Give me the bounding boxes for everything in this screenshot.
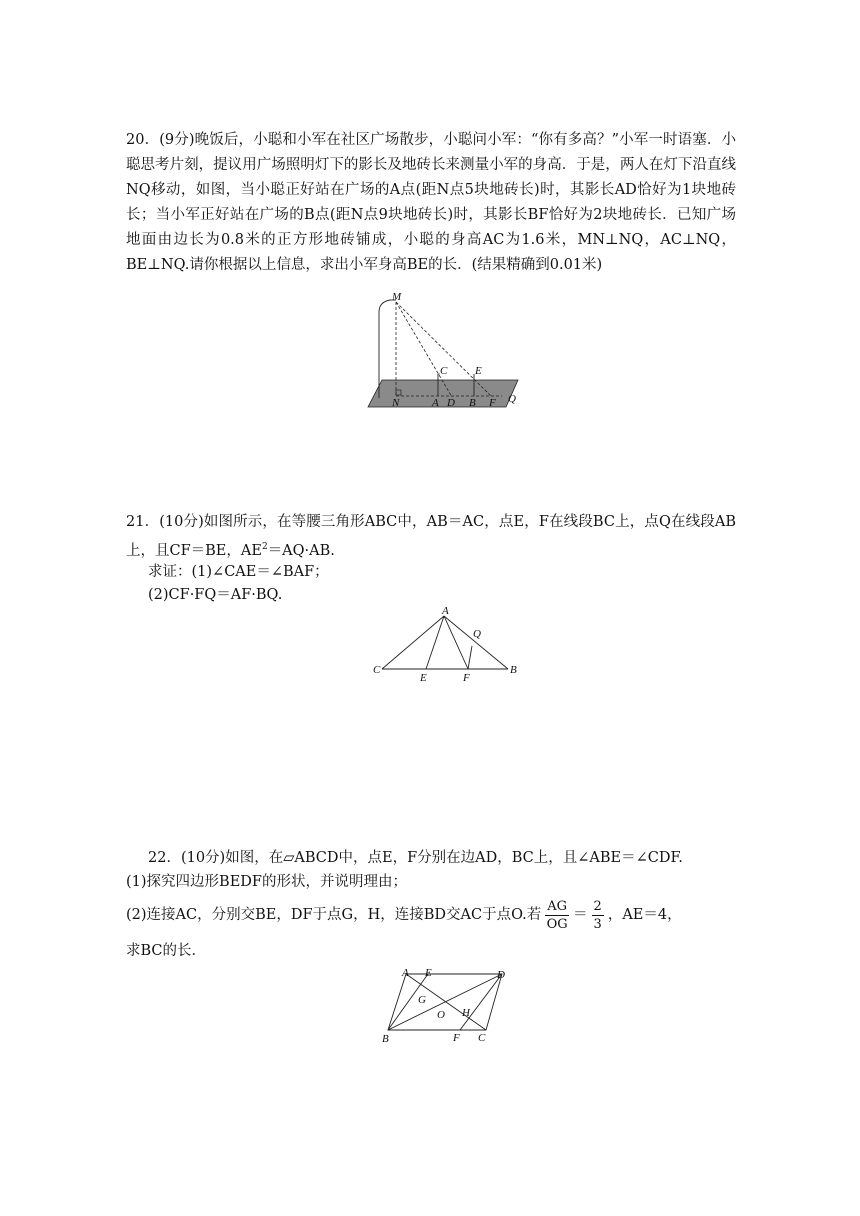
q22-line1: 22．(10分)如图，在▱ABCD中，点E，F分别在边AD，BC上，且∠ABE＝∠CDF. bbox=[148, 850, 683, 866]
label-g: G bbox=[418, 994, 426, 1006]
label-c: C bbox=[373, 664, 381, 676]
q22-line3: (2)连接AC，分别交BE，DF于点G，H，连接BD交AC于点O.若 $\frac{AG}{OG}$ ＝ $\frac{2}{3}$ ，AE＝4， bbox=[126, 898, 682, 932]
q21-text: 21．(10分)如图所示，在等腰三角形ABC中，AB＝AC，点E，F在线段BC上，点Q在线段AB上，且CF＝BE，$AE^2=AQ\cdot AB$. bbox=[126, 514, 736, 559]
label-m: M bbox=[392, 291, 402, 303]
value-fraction: $\frac{2}{3}$ bbox=[593, 898, 602, 932]
q22-line2: (1)探究四边形BEDF的形状，并说明理由； bbox=[126, 874, 407, 890]
label-d: D bbox=[447, 397, 455, 409]
ratio-fraction: $\frac{AG}{OG}$ bbox=[546, 898, 568, 932]
q20-text: 20．(9分)晚饭后，小聪和小军在社区广场散步，小聪问小军：“你有多高？”小军一时语塞．小聪思考片刻，提议用广场照明灯下的影长及地砖长来测量小军的身高．于是，两人在灯下沿直线NQ移动，如图，当小聪正好站在广场的A点(距N点5块地砖长)时，其影长AD恰好为1块地砖长；当小军正好站在广场的B点(距N点9块地砖长)时，其影长BF恰好为2块地砖长．已知广场地面由边长为0.8米的正方形地砖铺成，小聪的身高AC为1.6米，MN⊥NQ，AC⊥NQ，BE⊥NQ.请你根据以上信息，求出小军身高BE的长．(结果精确到0.01米) bbox=[126, 132, 736, 273]
q20-figure bbox=[360, 288, 540, 416]
label-e: E bbox=[475, 365, 482, 377]
q21-line1: 求证：(1)∠CAE＝∠BAF； bbox=[148, 564, 329, 580]
label-n: N bbox=[392, 397, 400, 409]
q21-figure bbox=[368, 604, 528, 686]
label-a: A bbox=[402, 967, 409, 979]
label-a: A bbox=[442, 605, 449, 617]
label-f: F bbox=[463, 672, 470, 684]
label-q: Q bbox=[473, 628, 481, 640]
label-c: C bbox=[478, 1032, 486, 1044]
label-f: F bbox=[453, 1032, 460, 1044]
q21-line2: (2)CF·FQ＝AF·BQ. bbox=[148, 587, 283, 603]
label-f: F bbox=[489, 397, 496, 409]
label-a: A bbox=[432, 397, 439, 409]
label-d: D bbox=[497, 969, 505, 981]
q22-figure bbox=[376, 966, 516, 1048]
label-b: B bbox=[469, 397, 476, 409]
label-h: H bbox=[462, 1007, 470, 1019]
label-e: E bbox=[425, 967, 432, 979]
label-e: E bbox=[420, 672, 427, 684]
label-c: C bbox=[440, 365, 448, 377]
label-q: Q bbox=[508, 393, 516, 405]
label-o: O bbox=[437, 1009, 445, 1021]
q22-line4: 求BC的长． bbox=[126, 943, 207, 959]
label-b: B bbox=[510, 664, 517, 676]
label-b: B bbox=[382, 1033, 389, 1045]
